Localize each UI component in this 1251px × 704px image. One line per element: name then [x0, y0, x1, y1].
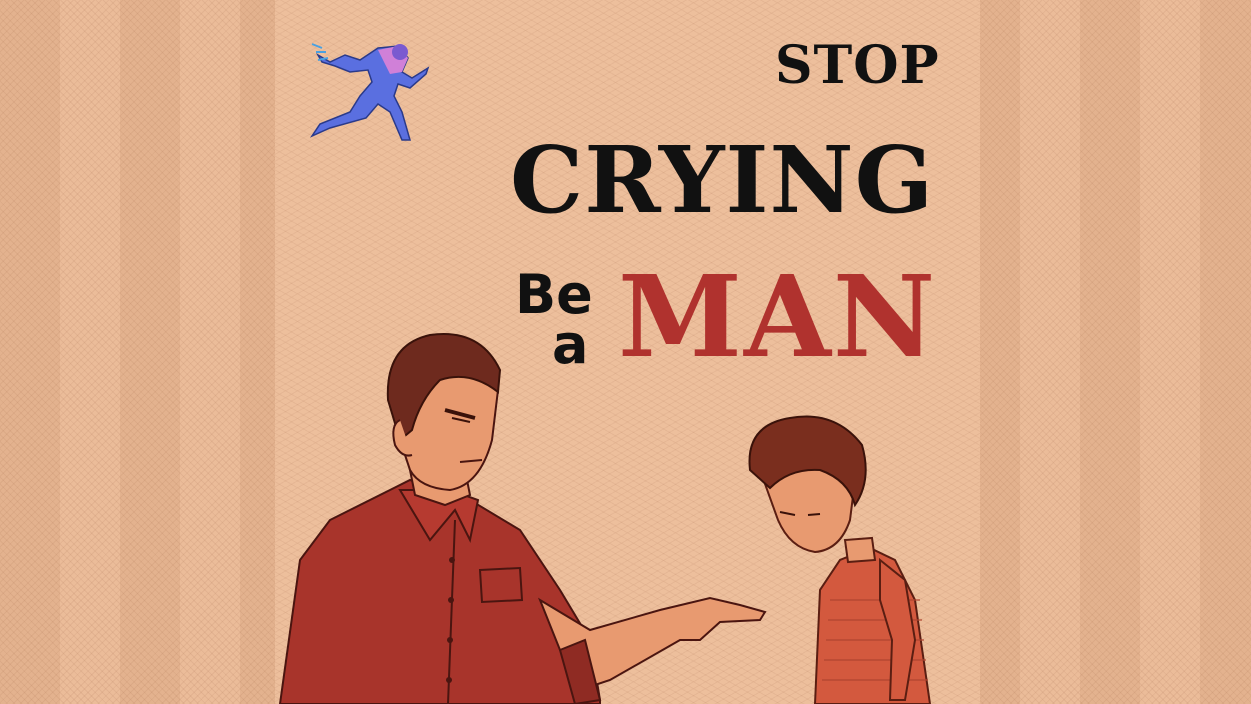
running-figure-icon: [312, 44, 428, 140]
headline-man: MAN: [618, 252, 938, 383]
headline-be: Be: [515, 263, 593, 326]
headline-crying: CRYING: [510, 126, 935, 234]
man-figure: [280, 334, 765, 704]
boy-figure: [750, 417, 931, 704]
headline-a: a: [552, 313, 589, 376]
headline-stop: STOP: [775, 35, 940, 96]
